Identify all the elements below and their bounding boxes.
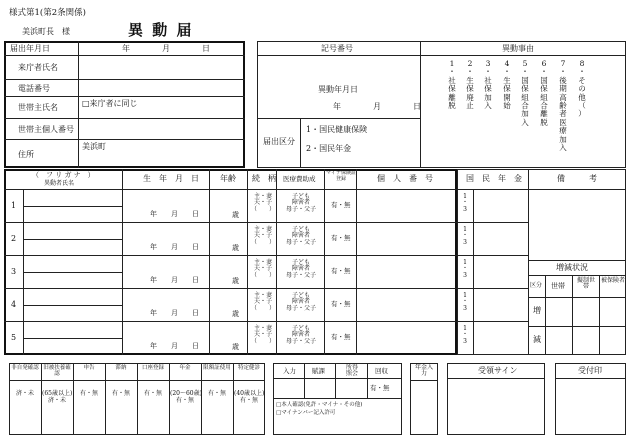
line xyxy=(273,378,402,379)
check-header: 限額証使用 xyxy=(203,365,231,371)
line xyxy=(335,363,336,398)
member-name-input[interactable] xyxy=(23,239,122,254)
line xyxy=(4,139,245,140)
relation-options[interactable]: 主・妻 夫・子 （ ） xyxy=(251,325,276,345)
relation-options[interactable]: 主・妻 夫・子 （ ） xyxy=(251,226,276,246)
line xyxy=(599,275,600,355)
relation-options[interactable]: 主・妻 夫・子 （ ） xyxy=(251,292,276,312)
line xyxy=(367,363,368,398)
record-number-label: 記号番号 xyxy=(321,44,353,53)
reason-4[interactable]: 4 ・ 生保開始 xyxy=(503,59,511,110)
line xyxy=(410,380,438,381)
member-name-input[interactable] xyxy=(23,338,122,353)
line xyxy=(4,79,245,80)
line xyxy=(78,41,79,168)
kubun-label: 区分 xyxy=(530,282,543,289)
name-header: 異動者氏名 xyxy=(44,180,75,187)
line xyxy=(73,363,74,435)
check-header: 年金 xyxy=(179,365,191,371)
remarks-header: 備 考 xyxy=(557,174,597,183)
reason-5[interactable]: 5 ・ 国保組合加入 xyxy=(521,59,529,127)
line xyxy=(276,169,277,355)
mynacard-option[interactable]: 有・無 xyxy=(331,267,351,275)
income-inquiry-label: 所得照会 xyxy=(345,364,358,378)
address-field[interactable]: 美浜町 xyxy=(82,142,106,151)
age-unit: 歳 xyxy=(232,277,239,285)
line xyxy=(300,118,301,168)
household-label: 世帯 xyxy=(551,282,565,290)
line xyxy=(4,288,457,289)
input-label: 入力 xyxy=(283,367,296,375)
row-number: 5 xyxy=(11,333,17,342)
birth-date-field[interactable]: 年 月 日 xyxy=(150,243,199,251)
receipt-stamp-label: 受付印 xyxy=(578,366,602,375)
furigana-input[interactable] xyxy=(23,323,122,338)
option-pension[interactable]: 2・国民年金 xyxy=(306,144,352,153)
line xyxy=(545,275,546,355)
line xyxy=(457,321,528,322)
line xyxy=(473,189,474,355)
change-status-label: 増減状況 xyxy=(556,263,588,272)
check-value[interactable]: 有・無 xyxy=(207,390,226,397)
check-value[interactable]: 有・無 xyxy=(111,390,130,397)
line xyxy=(122,169,123,355)
householder-label: 世帯主氏名 xyxy=(18,103,58,112)
age-unit: 歳 xyxy=(232,343,239,351)
line xyxy=(528,275,626,276)
line xyxy=(201,363,202,435)
addressee: 美浜町長 様 xyxy=(22,27,70,36)
medical-options[interactable]: 子ども 障害者 母子・父子 xyxy=(285,325,316,345)
pension-option[interactable]: 1 ・ 3 xyxy=(461,325,468,345)
line xyxy=(304,363,305,398)
medical-header: 医療費助成 xyxy=(283,175,316,183)
quasi-household-label: 擬制世帯 xyxy=(576,277,595,291)
check-header: 口座登録 xyxy=(141,365,164,371)
address-label: 住所 xyxy=(18,150,34,159)
furigana-input[interactable] xyxy=(23,224,122,239)
reason-7[interactable]: 7 ・ 後期高齢者医療加入 xyxy=(559,59,567,152)
check-header: 滞納 xyxy=(115,365,127,371)
line xyxy=(457,222,528,223)
check-value[interactable]: 有・無 xyxy=(143,390,162,397)
line xyxy=(555,378,626,379)
line xyxy=(528,297,626,298)
line xyxy=(447,378,545,379)
page-title: 異 動 届 xyxy=(128,21,194,39)
furigana-input[interactable] xyxy=(23,257,122,272)
check-header: 申告 xyxy=(83,365,95,371)
pension-header: 国 民 年 金 xyxy=(466,174,522,183)
date-field[interactable]: 年 月 日 xyxy=(122,44,210,53)
furigana-header: （ フ リ ガ ナ ） xyxy=(32,171,95,179)
relation-options[interactable]: 主・妻 夫・子 （ ） xyxy=(251,193,276,213)
reason-6[interactable]: 6 ・ 国保組合離脱 xyxy=(540,59,548,127)
identity-confirm-checkbox[interactable]: □本人確認(免許・マイナ・その他) xyxy=(276,402,363,408)
pension-option[interactable]: 1 ・ 3 xyxy=(461,259,468,279)
collection-label: 回収 xyxy=(375,367,388,375)
check-header: 旧被扶養確認 xyxy=(43,365,71,378)
assessment-label: 賦課 xyxy=(312,367,325,375)
pension-input-label: 年金入力 xyxy=(415,364,434,378)
line xyxy=(247,169,248,355)
furigana-input[interactable] xyxy=(23,191,122,206)
applicant-label: 来庁者氏名 xyxy=(18,63,58,72)
check-header: 非自発確認 xyxy=(11,365,39,371)
relation-header: 続 柄 xyxy=(252,174,276,183)
reason-8[interactable]: 8 ・ その他（ ） xyxy=(578,59,601,119)
age-unit: 歳 xyxy=(232,310,239,318)
date-label: 届出年月日 xyxy=(10,44,50,53)
line xyxy=(4,118,245,119)
age-unit: 歳 xyxy=(232,211,239,219)
line xyxy=(4,222,457,223)
personal-number-header: 個 人 番 号 xyxy=(377,174,433,183)
line xyxy=(457,189,626,190)
check-value[interactable]: (65歳以上) 済・未 xyxy=(42,390,73,404)
mynacard-option[interactable]: 有・無 xyxy=(331,333,351,341)
reason-2[interactable]: 2 ・ 生保廃止 xyxy=(466,59,474,110)
mynacard-header: マイナ保険証登録 xyxy=(326,170,356,182)
member-name-input[interactable] xyxy=(23,305,122,320)
collection-value[interactable]: 有・無 xyxy=(370,384,390,392)
member-name-input[interactable] xyxy=(23,272,122,287)
line xyxy=(4,189,457,190)
check-value[interactable]: (20〜60歳) 有・無 xyxy=(170,390,202,404)
line xyxy=(137,363,138,435)
age-unit: 歳 xyxy=(232,244,239,252)
medical-options[interactable]: 子ども 障害者 母子・父子 xyxy=(285,193,316,213)
mynacard-option[interactable]: 有・無 xyxy=(331,201,351,209)
reason-1[interactable]: 1 ・ 社保離脱 xyxy=(448,59,456,110)
relation-options[interactable]: 主・妻 夫・子 （ ） xyxy=(251,259,276,279)
householder-number-label: 世帯主個人番号 xyxy=(18,125,74,134)
line xyxy=(457,255,528,256)
line xyxy=(4,96,245,97)
change-date-label: 異動年月日 xyxy=(318,85,358,94)
birth-date-field[interactable]: 年 月 日 xyxy=(150,276,199,284)
pension-option[interactable]: 1 ・ 3 xyxy=(461,226,468,246)
check-value[interactable]: (40歳以上) 有・無 xyxy=(234,390,265,404)
birth-date-field[interactable]: 年 月 日 xyxy=(150,309,199,317)
change-date-field[interactable]: 年 月 日 xyxy=(333,102,421,111)
birth-header: 生 年 月 日 xyxy=(143,174,199,183)
mynumber-permission-checkbox[interactable]: □マイナンバー記入許可 xyxy=(276,410,336,416)
check-header: 特定健診 xyxy=(237,365,260,371)
decrease-label: 減 xyxy=(533,335,541,344)
pension-option[interactable]: 1 ・ 3 xyxy=(461,193,468,213)
increase-label: 増 xyxy=(533,306,541,315)
reception-sign-label: 受領サイン xyxy=(478,366,518,375)
pension-remarks-box xyxy=(457,169,626,355)
line xyxy=(4,55,245,56)
line xyxy=(209,169,210,355)
row-number: 2 xyxy=(11,234,17,243)
age-header: 年齢 xyxy=(220,174,236,183)
line xyxy=(356,169,357,355)
insured-label: 被保険者 xyxy=(601,277,626,284)
line xyxy=(528,326,626,327)
medical-options[interactable]: 子ども 障害者 母子・父子 xyxy=(285,226,316,246)
same-as-visitor-checkbox[interactable]: □来庁者に同じ xyxy=(82,99,138,108)
line xyxy=(324,169,325,355)
row-number: 1 xyxy=(11,201,17,210)
line xyxy=(257,55,626,56)
line xyxy=(572,275,573,355)
option-health-insurance[interactable]: 1・国民健康保険 xyxy=(306,125,368,134)
line xyxy=(528,169,529,355)
submit-class-label: 届出区分 xyxy=(263,137,295,146)
check-value[interactable]: 済・未 xyxy=(15,390,34,397)
row-number: 3 xyxy=(11,267,17,276)
line xyxy=(105,363,106,435)
line xyxy=(4,255,457,256)
medical-options[interactable]: 子ども 障害者 母子・父子 xyxy=(285,292,316,312)
line xyxy=(457,288,528,289)
line xyxy=(257,118,420,119)
furigana-input[interactable] xyxy=(23,290,122,305)
birth-date-field[interactable]: 年 月 日 xyxy=(150,210,199,218)
reason-3[interactable]: 3 ・ 社保加入 xyxy=(484,59,492,110)
form-number: 様式第1(第2条関係) xyxy=(9,8,86,18)
check-value[interactable]: 有・無 xyxy=(79,390,98,397)
mynacard-option[interactable]: 有・無 xyxy=(331,300,351,308)
line xyxy=(528,260,626,261)
birth-date-field[interactable]: 年 月 日 xyxy=(150,342,199,350)
line xyxy=(273,398,402,399)
pension-option[interactable]: 1 ・ 3 xyxy=(461,292,468,312)
reason-label: 異動事由 xyxy=(502,44,534,53)
medical-options[interactable]: 子ども 障害者 母子・父子 xyxy=(285,259,316,279)
mynacard-option[interactable]: 有・無 xyxy=(331,234,351,242)
line xyxy=(4,321,457,322)
member-name-input[interactable] xyxy=(23,206,122,221)
phone-label: 電話番号 xyxy=(18,84,50,93)
row-number: 4 xyxy=(11,300,17,309)
